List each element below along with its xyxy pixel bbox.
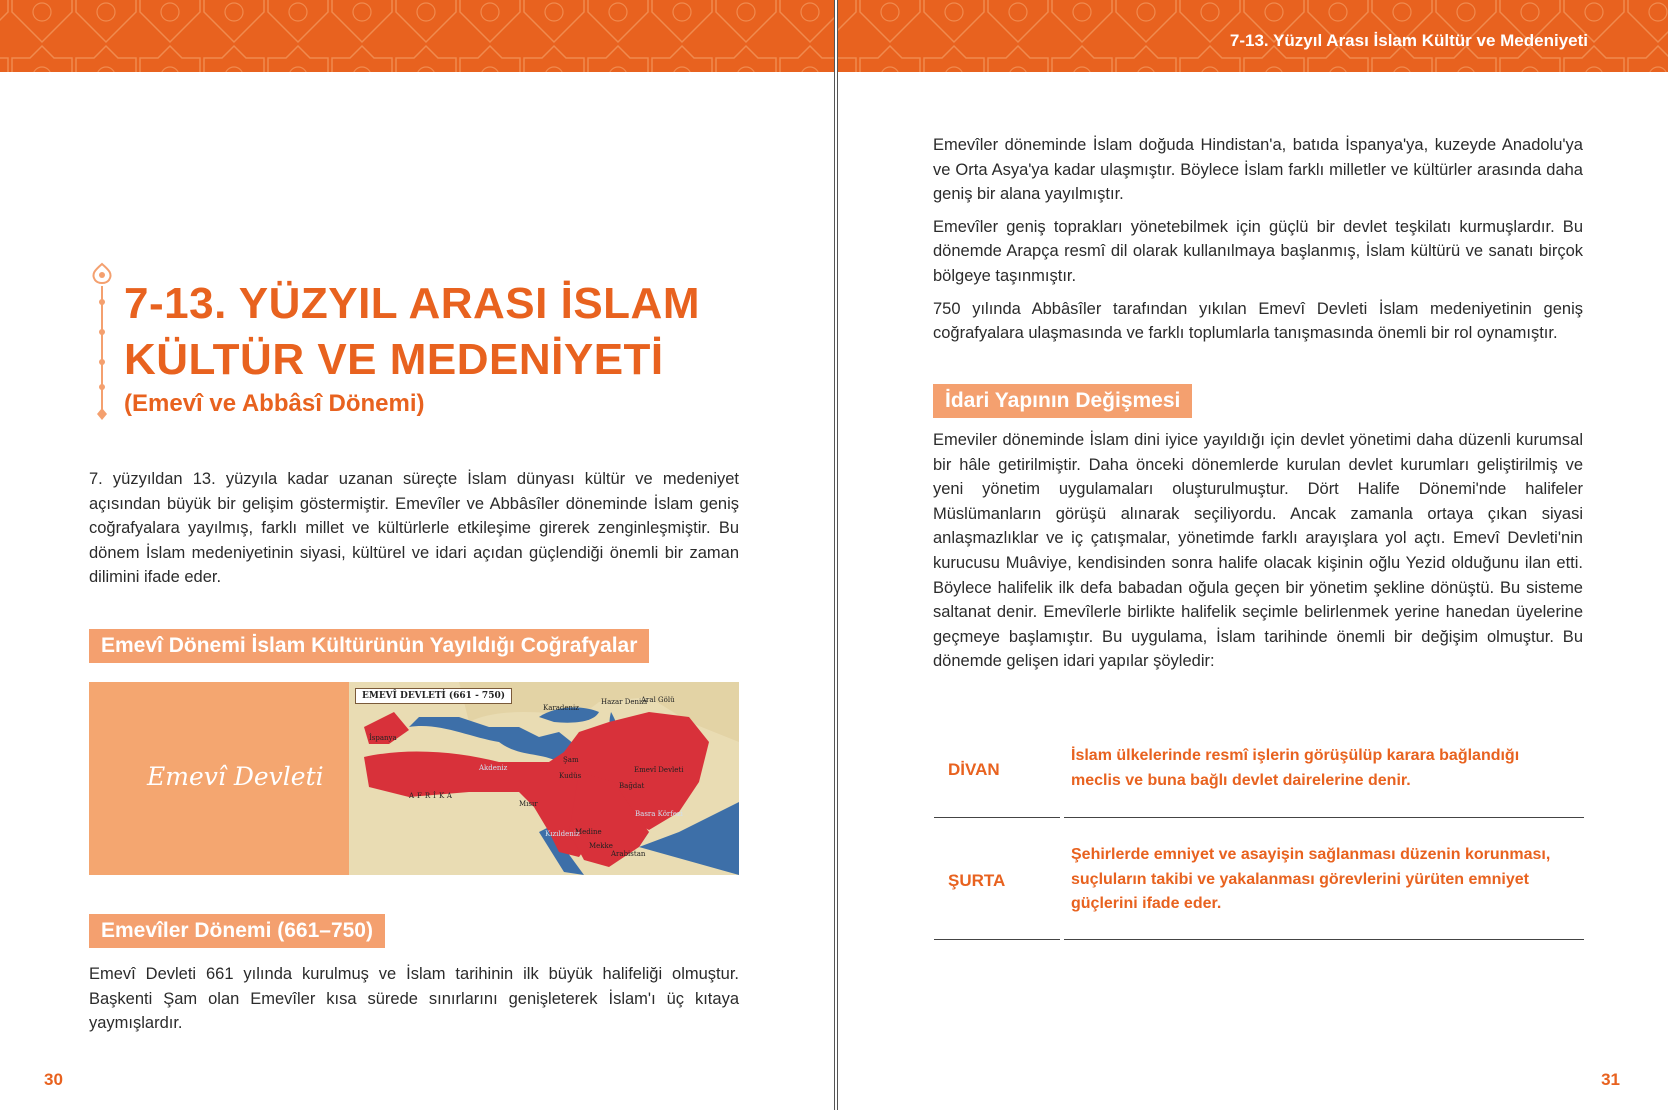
- map-place-label: İspanya: [369, 734, 397, 742]
- map-place-label: Bağdat: [619, 782, 645, 790]
- umayyad-map-image: [349, 682, 739, 875]
- map-place-label: Şam: [563, 756, 579, 764]
- title-ornament-icon: [87, 262, 117, 422]
- geometric-pattern: [0, 0, 834, 72]
- page-number: 30: [44, 1070, 63, 1089]
- map-place-label: Karadeniz: [543, 704, 579, 712]
- map-place-label: Hazar Denizi: [601, 698, 648, 706]
- chapter-title: [124, 276, 764, 388]
- map-place-label: Kudüs: [559, 772, 582, 780]
- term-definition: İslam ülkelerinde resmî işlerin görüşülüp karara bağlandığı meclis ve buna bağlı devlet dairelerine denir.: [1071, 747, 1520, 789]
- map-title: EMEVÎ DEVLETİ (661 - 750): [355, 688, 512, 704]
- map-place-label: Aral Gölü: [641, 696, 675, 704]
- paragraph: Emevîler döneminde İslam doğuda Hindistan'a, batıda İspanya'ya, kuzeyde Anadolu'ya ve Orta Asya'ya kadar ulaşmıştır. Böylece İslam farklı milletler ve kültürler arasında daha geniş bir alana yayılmıştır.: [933, 136, 1583, 204]
- map-place-label: Emevî Devleti: [634, 766, 684, 774]
- map-figure: [89, 682, 739, 875]
- intro-paragraph: 7. yüzyıldan 13. yüzyıla kadar uzanan süreçte İslam dünyası kültür ve medeniyet açısından büyük bir gelişim göstermiştir. Emevîler ve Abbâsîler döneminde İslam geniş coğrafyalara yayılmış, farklı millet ve kültürlerle etkileşime girerek zenginleşmiştir. Bu dönem İslam medeniyetinin siyasi, kültürel ve idari açıdan güçlendiği önemli bir zaman dilimini ifade eder.: [89, 470, 739, 587]
- section-heading-administration: İdari Yapının Değişmesi: [933, 384, 1192, 418]
- paragraph: Emevîler geniş toprakları yönetebilmek için güçlü bir devlet teşkilatı kurmuşlardır. Bu dönemde Arapça resmî dil olarak kullanılmaya başlanmış, İslam kültürü ve sanatı birçok bölgeye taşınmıştır.: [933, 217, 1583, 285]
- decorative-header-band: [0, 0, 834, 72]
- administration-paragraph: Emeviler döneminde İslam dini iyice yayıldığı için devlet yönetimi daha düzenli kurumsal bir hâle getirilmiştir. Daha önceki dönemlerde kurulan devlet kurumları geliştirilmiş ve yeni yönetim uygulamaları oluşturulmuştur. Dört Halife Dönemi'nde halifeler Müslümanların görüşü alınarak seçiliyordu. Ancak zamanla ortaya çıkan siyasi anlaşmazlıklar ve iç çatışmalar, yönetimde farklı arayışlara yol açtı. Emevî Devleti'nin kurucusu Muâviye, kendisinden sonra halife olacak kişinin oğlu Yezid olduğunu ilan etti. Böylece halifelik ilk defa babadan oğula geçen bir yönetim şekline dönüştü. Bu sisteme saltanat denir. Emevîlerle birlikte halifelik seçimle belirlenmek yerine hanedan üyelerine geçmeye başlamıştır. Bu uygulama, İslam tarihinde önemli bir değişim olmuştur. Bu dönemde gelişen idari yapılar şöyledir:: [933, 431, 1583, 671]
- divider: [934, 817, 1060, 818]
- section-heading-umayyad-period: Emevîler Dönemi (661–750): [89, 914, 385, 948]
- divider: [1064, 939, 1584, 940]
- section-heading-geography: Emevî Dönemi İslam Kültürünün Yayıldığı Coğrafyalar: [89, 629, 649, 663]
- chapter-title-line1: 7-13. YÜZYIL ARASI İSLAM: [124, 279, 700, 328]
- chapter-title-line2: KÜLTÜR VE MEDENİYETİ: [124, 335, 664, 384]
- map-place-label: Mekke: [589, 842, 613, 850]
- map-place-label: Kızıldeniz: [545, 830, 580, 838]
- divider: [934, 939, 1060, 940]
- paragraph: 750 yılında Abbâsîler tarafından yıkılan Emevî Devleti İslam medeniyetinin geniş coğrafyalara ulaşmasında ve farklı toplumlarla tanışmasında önemli bir rol oynamıştır.: [933, 299, 1583, 343]
- map-place-label: Mısır: [519, 800, 538, 808]
- running-head-title: 7-13. Yüzyıl Arası İslam Kültür ve Medeniyeti: [1229, 31, 1588, 50]
- map-place-label: Medine: [575, 828, 602, 836]
- map-place-label: Akdeniz: [479, 764, 508, 772]
- umayyad-paragraph: Emevî Devleti 661 yılında kurulmuş ve İslam tarihinin ilk büyük halifeliği olmuştur. Başkenti Şam olan Emevîler kısa sürede sınırlarını genişleterek İslam'ı üç kıtaya yaymışlardır.: [89, 965, 739, 1033]
- map-place-label: Arabistan: [611, 850, 646, 858]
- term-label: DİVAN: [948, 760, 1000, 779]
- term-label: ŞURTA: [948, 871, 1006, 890]
- decorative-header-band: [838, 0, 1668, 72]
- chapter-subtitle: (Emevî ve Abbâsî Dönemi): [124, 390, 425, 417]
- right-page: [838, 0, 1668, 1110]
- map-caption-panel: [89, 682, 349, 875]
- term-definition: Şehirlerde emniyet ve asayişin sağlanması düzenin korunması, suçluların takibi ve yakalanması görevlerini yürüten emniyet güçlerini ifade eder.: [1071, 846, 1551, 913]
- map-place-label: AFRİKA: [409, 792, 455, 800]
- page-number: 31: [1601, 1070, 1620, 1089]
- divider: [1064, 817, 1584, 818]
- map-place-label: Basra Körfezi: [635, 810, 683, 818]
- map-caption-label: Emevî Devleti: [147, 762, 324, 791]
- right-intro-text: [933, 133, 1583, 354]
